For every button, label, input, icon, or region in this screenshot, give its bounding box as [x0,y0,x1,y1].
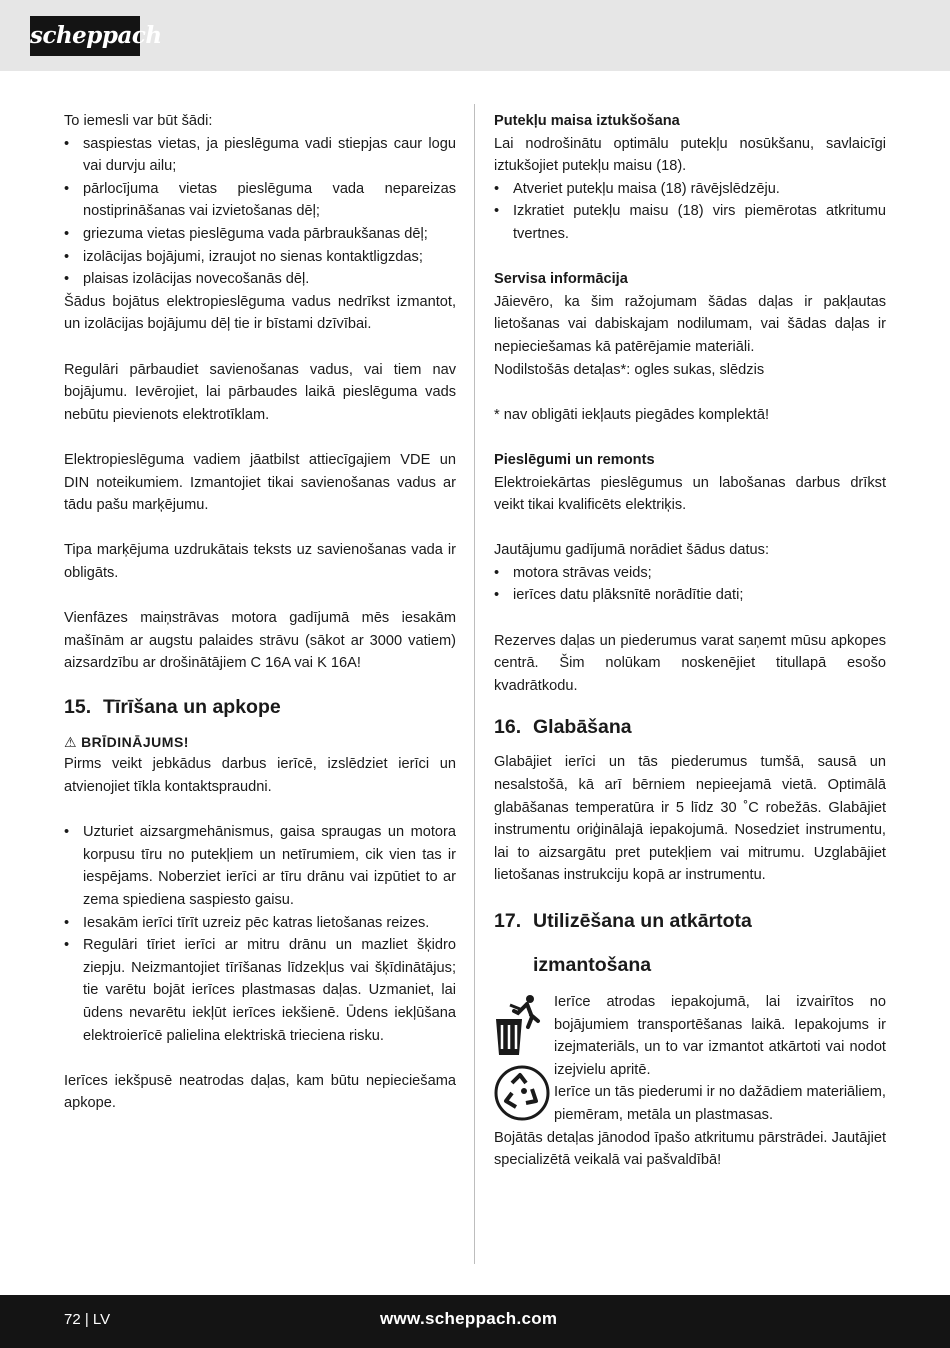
dust-bag-text: Lai nodrošinātu optimālu putekļu nosūkšanu, savlaicīgi iztukšojiet putekļu maisu (18). [494,135,886,175]
type-label-paragraph: Tipa marķējuma uzdrukātais teksts uz savienošanas vada ir obligāts. [64,542,456,581]
list-item: • izolācijas bojājumi, izraujot no sienas kontaktligzdas; [64,246,456,269]
section-15-heading [64,695,456,719]
connections-text: Elektroiekārtas pieslēgumus un labošanas darbus drīkst veikt tikai kvalificēts elektriķis. [494,474,886,514]
column-divider [474,104,475,1264]
left-column [64,110,456,1115]
recycling-block [494,991,886,1172]
service-heading: Servisa informācija [494,271,628,288]
connections-list [494,562,886,607]
list-item: • Uzturiet aizsargmehānismus, gaisa spraugas un motora korpusu tīru no putekļiem un netīrumiem, cik vien tas ir iespējams. Noberziet ierīci ar tīru drānu vai izpūtiet to ar zema spiediena saspiesto gaisu. [64,821,456,911]
storage-text: Glabājiet ierīci un tās piederumus tumšā, sausā un nesalstošā, kā arī bērniem nepieejamā vietā. Optimālā glabāšanas temperatūra ir 5 līdz 30 ˚C robežās. Glabājiet instrumentu oriģinālajā iepakojumā. Nosedziet instrumentu, lai to aizsargātu pret putekļiem vai mitrumu. Uzglabājiet lietošanas instrukciju kopā ar instrumentu. [494,754,886,884]
section-16-title: Glabāšana [533,716,632,739]
top-bar [0,0,950,71]
motor-paragraph: Vienfāzes maiņstrāvas motora gadījumā mēs iesakām mašīnām ar augstu palaides strāvu (sākot ar 3000 vatiem) aizsardzību ar drošinātājiem C 16A vai K 16A! [64,610,456,672]
list-item: • pārlocījuma vietas pieslēguma vada nepareizas nostiprināšanas vai izvietošanas dēļ; [64,178,456,223]
website-link[interactable]: www.scheppach.com [380,1309,558,1328]
spare-parts-text: Rezerves daļas un piederumus varat saņemt mūsu apkopes centrā. Šim nolūkam noskenējiet titullapā esošo kvadrātkodu. [494,632,886,694]
causes-intro: To iemesli var būt šādi: [64,113,213,129]
section-16-number: 16. [494,716,522,739]
section-17-title-line1: Utilizēšana un atkārtota [533,910,752,932]
dust-bag-steps [494,178,886,246]
connections-ask: Jautājumu gadījumā norādiet šādus datus: [494,542,770,559]
recycling-icon [494,1061,550,1125]
service-note: * nav obligāti iekļauts piegādes komplektā! [494,406,770,423]
list-item: • ierīces datu plāksnītē norādītie dati; [494,584,886,607]
section-15-title: Tīrīšana un apkope [103,695,281,718]
recycling-text-2: Ierīce un tās piederumi ir no dažādiem materiāliem, piemēram, metāla un plastmasas. [554,1084,886,1123]
cleaning-list [64,821,456,1047]
warning-paragraph: Pirms veikt jebkādus darbus ierīcē, izslēdziet ierīci un atvienojiet tīkla kontaktspraudni. [64,756,456,796]
list-item: • griezuma vietas pieslēguma vada pārbraukšanas dēļ; [64,223,456,246]
no-service-parts-paragraph: Ierīces iekšpusē neatrodas daļas, kam būtu nepieciešama apkope. [64,1072,456,1112]
warning-label: ⚠ BRĪDINĀJUMS! [64,733,189,750]
list-item: • Regulāri tīriet ierīci ar mitru drānu un mazliet šķidro ziepju. Neizmantojiet tīrīšanas līdzekļus vai šķīdinātājus; tie varētu bojāt ierīces plastmasas daļas. Uzmaniet, lai ūdens nevarētu iekļūt ierīces iekšienē. Ūdens iekļūšana elektroierīcē palielina elektriskā trieciena risku. [64,934,456,1047]
recycling-text-3: Bojātās detaļas jānodod īpašo atkritumu pārstrādei. Jautājiet specializētā veikalā vai pašvaldībā! [494,1129,886,1169]
check-paragraph: Regulāri pārbaudiet savienošanas vadus, vai tiem nav bojājumu. Ievērojiet, lai pārbaudes laikā pieslēguma vads nebūtu pievienots elektrotīklam. [64,361,456,423]
causes-list [64,133,456,291]
list-item: • Izkratiet putekļu maisu (18) virs piemērotas atkritumu tvertnes. [494,200,886,245]
list-item: • Iesakām ierīci tīrīt uzreiz pēc katras lietošanas reizes. [64,912,456,935]
list-item: • motora strāvas veids; [494,562,886,585]
list-item: • saspiestas vietas, ja pieslēguma vadi stiepjas caur logu vai durvju ailu; [64,133,456,178]
service-text: Jāievēro, ka šim ražojumam šādas daļas ir pakļautas lietošanas vai dabiskajam nodilumam, vai šādas daļas ir nepieciešamas kā patērējamie materiāli. [494,293,886,355]
service-wear-parts: Nodilstošās detaļas*: ogles sukas, slēdzis [494,361,765,378]
dust-bag-heading: Putekļu maisa iztukšošana [494,113,680,129]
section-16-heading [494,715,886,739]
danger-paragraph: Šādus bojātus elektropieslēguma vadus nedrīkst izmantot, un izolācijas bojājumu dēļ tie ir bīstami dzīvībai. [64,293,456,333]
section-15-number: 15. [64,695,92,718]
section-17-number: 17. [494,910,522,932]
right-column [494,110,886,1172]
trash-bin-icon [494,993,550,1057]
list-item: • plaisas izolācijas novecošanās dēļ. [64,268,456,291]
vde-paragraph: Elektropieslēguma vadiem jāatbilst attiecīgajiem VDE un DIN noteikumiem. Izmantojiet tikai savienošanas vadus ar tādu pašu marķējumu. [64,451,456,514]
brand-logo: scheppach [30,16,140,56]
page-number: 72 | LV [64,1311,111,1328]
footer-bar [0,1295,950,1348]
recycling-text-1: Ierīce atrodas iepakojumā, lai izvairītos no bojājumiem transportēšanas laikā. Iepakojums ir izejmateriāls, un to var izmantot atkārtoti vai nodot izejvielu apritē. [554,994,886,1078]
list-item: • Atveriet putekļu maisa (18) rāvējslēdzēju. [494,178,886,201]
section-17-title-line2: izmantošana [533,954,652,976]
section-17-heading [494,899,886,987]
warning-triangle-icon: ⚠ [64,733,78,750]
connections-heading: Pieslēgumi un remonts [494,451,655,468]
